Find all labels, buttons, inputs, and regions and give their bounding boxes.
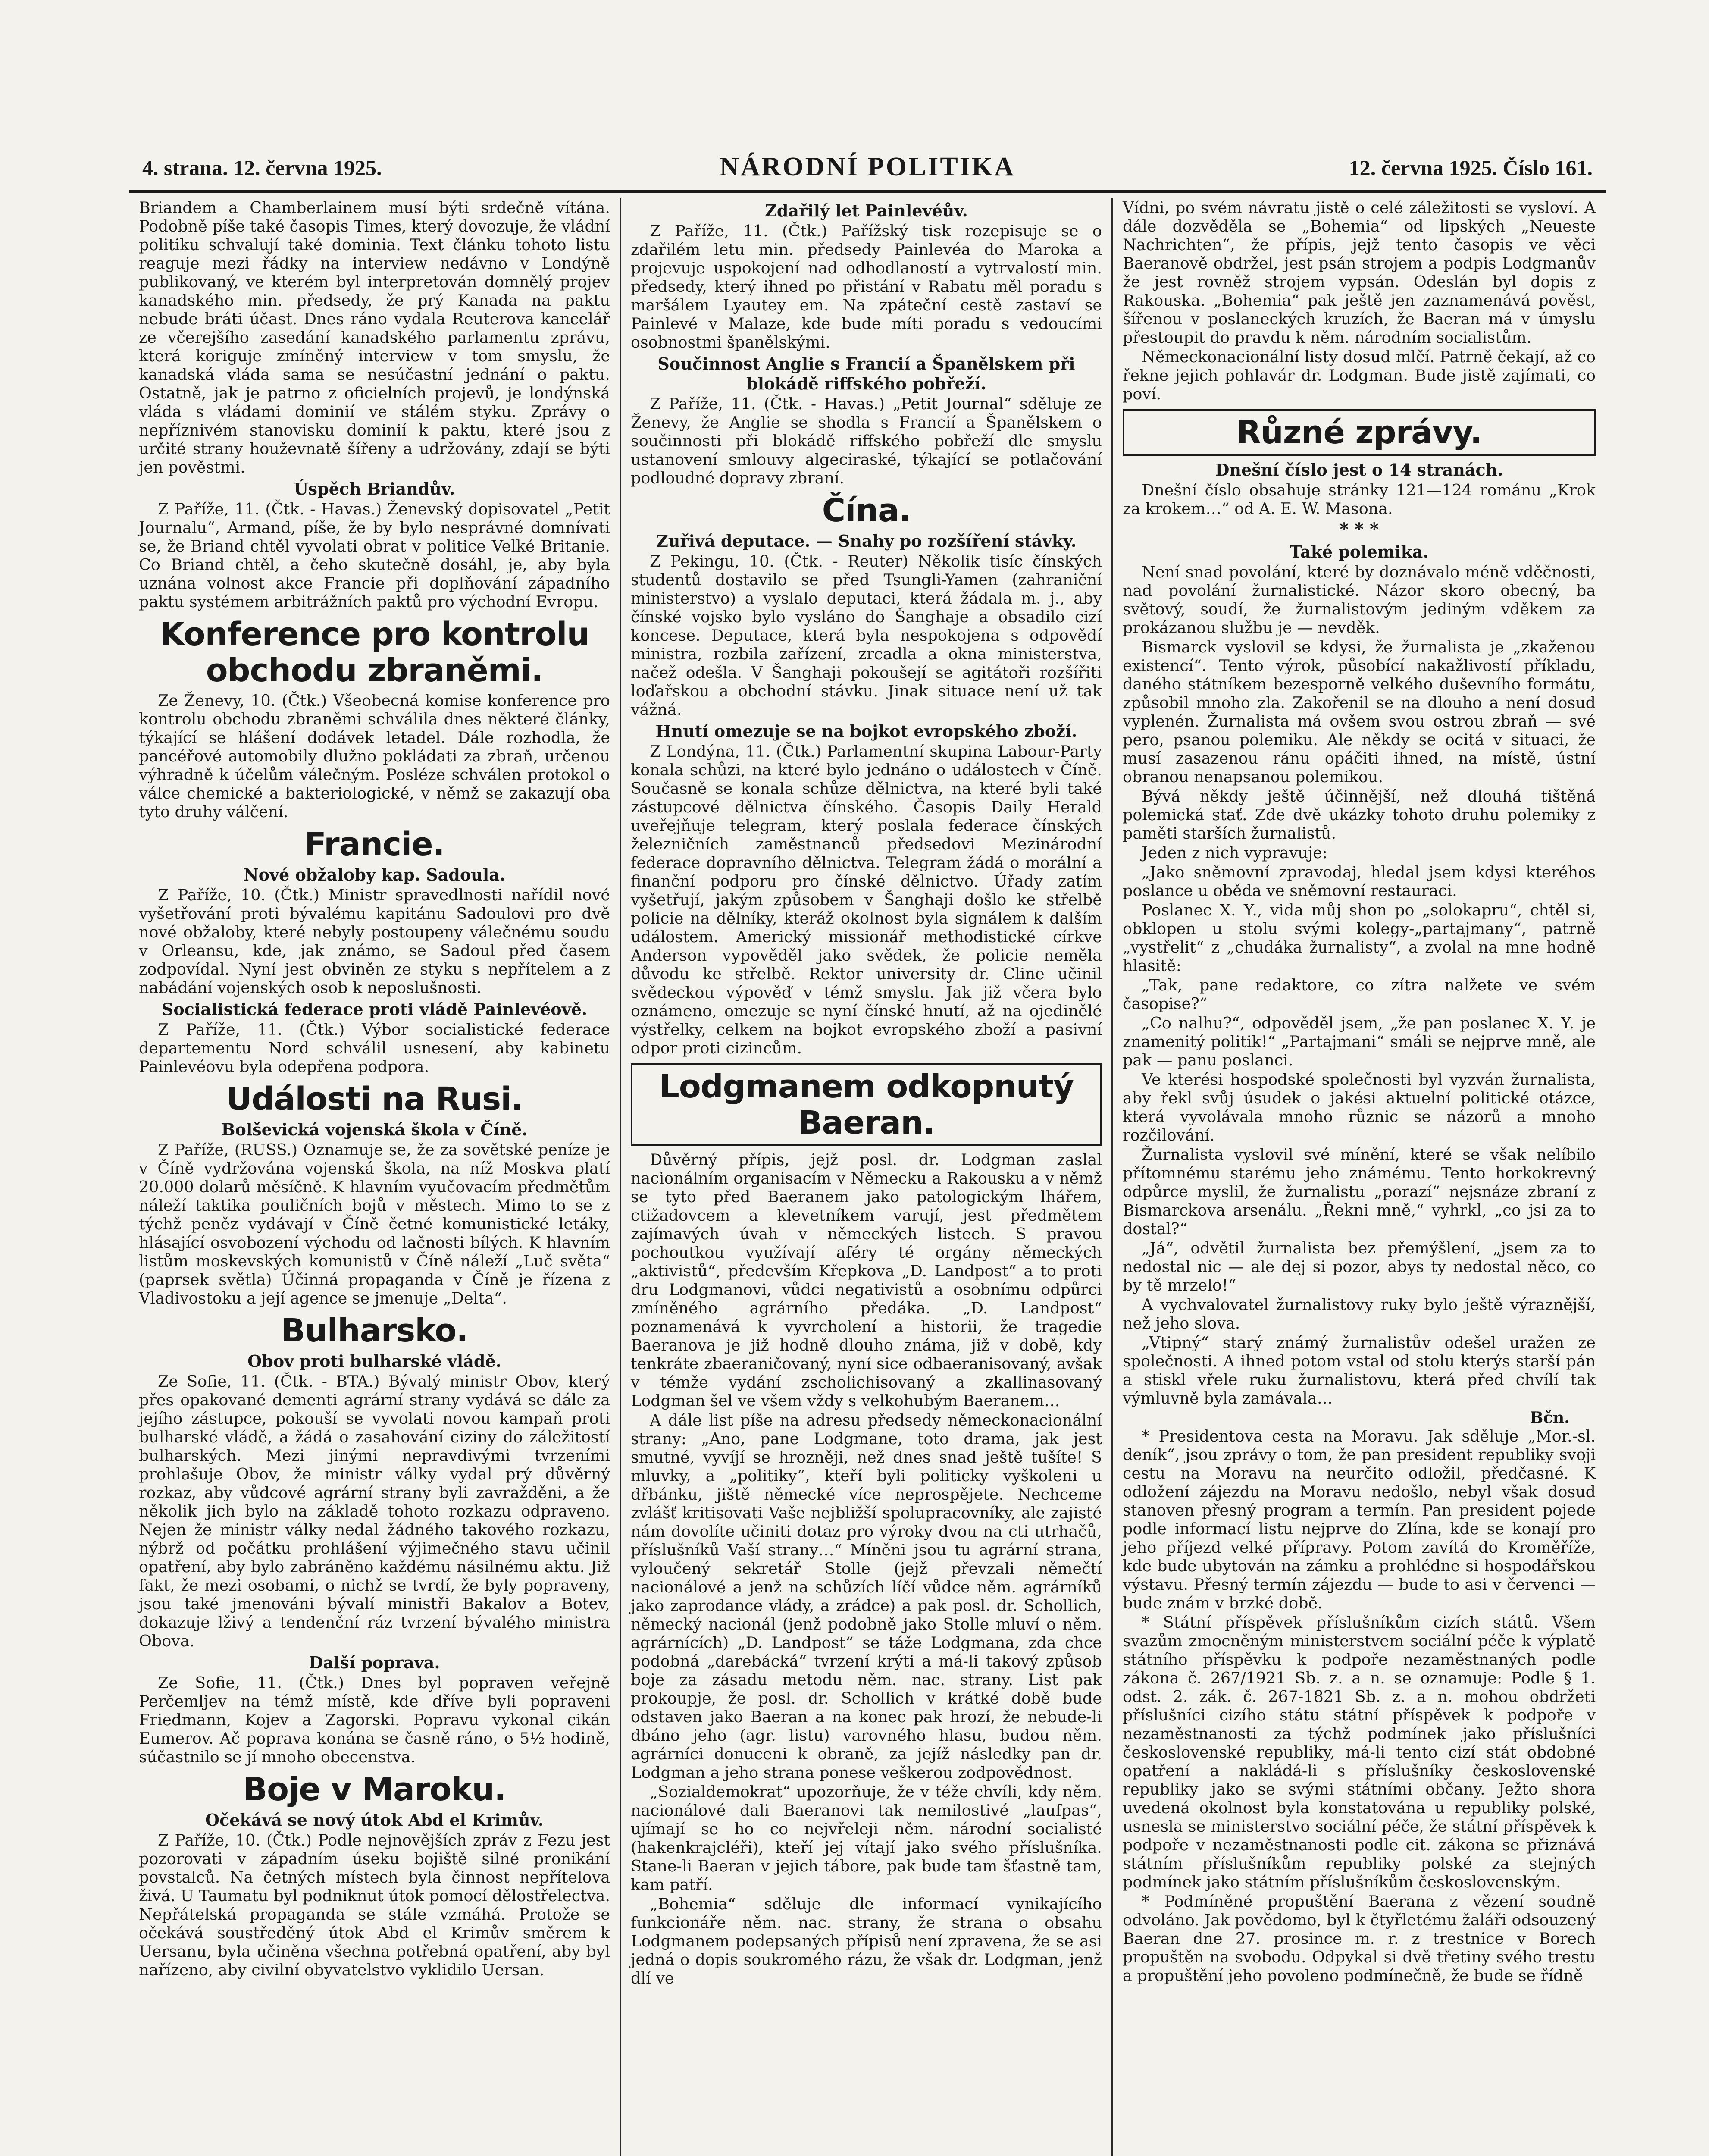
subheading: Očekává se nový útok Abd el Krimův. [205, 1810, 544, 1830]
page-header [129, 142, 1606, 190]
subheading: Zuřivá deputace. — Snahy po rozšíření stávky. [656, 531, 1077, 551]
headline: Události na Rusi. [226, 1081, 523, 1118]
article-text: Vídni, po svém návratu jistě o celé záležitosti se vysloví. A dále dozvěděla se „Bohemia“ od lipských „Neueste Nachrichten“, že přípis, jejž tento časopis ve věci Baeranově obdržel, jest psán strojem a podpis Lodgmanův že jest rovněž strojem vypsán. Odeslán byl dopis z Rakouska. „Bohemia“ pak ještě jen zaznamenává pověst, šířenou v poslaneckých kruzích, že Baeran má v úmyslu přestoupit do pravdu k něm. národním socialistům. [1123, 198, 1596, 347]
article-text: Z Pekingu, 10. (Čtk. - Reuter) Několik tisíc čínských studentů dostavilo se před Tsungli-Yamen (zahraniční ministerstvo) a vyslalo deputaci, která žádala m. j., aby čínské vojsko bylo vysláno do Šanghaje a obsadilo cizí koncese. Deputace, která byla nespokojena s odpovědí ministra, rozbila zařízení, zrcadla a okna ministerstva, načež odešla. V Šanghaji pokoušejí se agitátoři rozšířiti loďařskou a obchodní stávku. Jinak situace není už tak vážná. [631, 552, 1102, 719]
article-text: Ze Sofie, 11. (Čtk.) Dnes byl popraven veřejně Perčemljev na témž místě, kde dříve byli popraveni Friedmann, Kojev a Zagorski. Popravu vykonal cikán Eumerov. Ač poprava konána se časně ráno, o 5½ hodině, súčastnilo se jí mnoho obecenstva. [139, 1673, 610, 1766]
separator-asterisks: * * * [1340, 519, 1379, 539]
headline: Boje v Maroku. [243, 1771, 506, 1808]
subheading: Hnutí omezuje se na bojkot evropského zboží. [655, 721, 1077, 741]
article-text: Ve kterési hospodské společnosti byl vyzván žurnalista, aby řekl svůj úsudek o jakési aktuelní politické otázce, která vyvolávala mnoho různic se názorů a mnoho rozčilování. [1123, 1070, 1596, 1144]
headline: Lodgmanem odkopnutý Baeran. [659, 1068, 1074, 1141]
article-text: Bismarck vyslovil se kdysi, že žurnalista je „zkaženou existencí“. Tento výrok, působící nakažlivostí příkladu, daného státníkem bezesporně velkého duševního formátu, způsobil mnoho zla. Zakořenil se na dlouho a není dosud vyplenén. Žurnalista má ovšem svou ostrou zbraň — své pero, psanou polemiku. Ale někdy se ocitá v situaci, že musí zasazenou ránu opáčiti ihned, na místě, ústní obranou nenapsanou polemikou. [1123, 638, 1596, 786]
subheading: Nové obžaloby kap. Sadoula. [243, 865, 506, 884]
article-text: Z Paříže, 11. (Čtk. - Havas.) „Petit Journal“ sděluje ze Ženevy, že Anglie se shodla s Francií a Španělskem o součinnosti při blokádě riffského pobřeží dle smyslu ustanovení smlouvy algeciraské, týkající se potlačování podloudné dopravy zbraní. [631, 395, 1102, 487]
issue-label: 12. června 1925. Číslo 161. [1349, 156, 1593, 180]
article-text: „Vtipný“ starý známý žurnalistův odešel uražen ze společnosti. A ihned potom vstal od stolu kterýs starší pán a stiskl vřele ruku žurnalistovu, která před chvílí tak výmluvně byla zamávala… [1123, 1333, 1596, 1407]
article-text: Žurnalista vyslovil své mínění, které se však nelíbilo přítomnému starému jeho známému. Tento horkokrevný odpůrce myslil, že žurnalistu „porazí“ nejsnáze zbraní z Bismarckova arsenálu. „Řekni mně,“ vyhrkl, „co jsi za to dostal?“ [1123, 1145, 1596, 1238]
subheading: Další poprava. [309, 1653, 440, 1672]
article-text: „Já“, odvětil žurnalista bez přemýšlení, „jsem za to nedostal nic — ale dej si pozor, abys ty nedostal něco, co by tě mrzelo!“ [1123, 1239, 1596, 1294]
header-rule [129, 190, 1606, 193]
subheading: Socialistická federace proti vládě Painlevéově. [161, 1000, 588, 1019]
subheading: Úspěch Briandův. [294, 479, 455, 498]
article-text: Není snad povolání, které by doznávalo méně vděčnosti, nad povolání žurnalistické. Názor skoro obecný, ba světový, soudí, že žurnalistovým jediným vděkem za prokázanou službu je — nevděk. [1123, 563, 1596, 637]
article-text: Z Paříže, 10. (Čtk.) Podle nejnovějších zpráv z Fezu jest pozorovati v západním úseku bojiště silné pronikání povstalců. Na četných místech byla činnost nepřítelova živá. U Taumatu byl podniknut útok pomocí dělostřelectva. Nepřátelská propaganda se stále vzmáhá. Protože se očekává soustředěný útok Abd el Krimův směrem k Uersanu, byla učiněna všechna potřebná opatření, aby byl nařízeno, aby civilní obyvatelstvo vyklidilo Uersan. [139, 1831, 610, 1979]
article-text: „Tak, pane redaktore, co zítra nalžete ve svém časopise?“ [1123, 976, 1596, 1013]
subheading: Také polemika. [1290, 542, 1429, 561]
headline: Bulharsko. [281, 1312, 468, 1349]
article-text: * Presidentova cesta na Moravu. Jak sděluje „Mor.-sl. deník“, jsou zprávy o tom, že pan president republiky svoji cestu na Moravu na neurčito odložil, předčasné. K odložení zájezdu na Moravu nedošlo, nebyl však dosud stanoven přesný program a termín. Pan president pojede podle informací listu nejprve do Zlína, kde se konají pro jeho příjezd velké přípravy. Potom zavítá do Kroměříže, kde bude ubytován na zámku a prohlédne si hospodářskou výstavu. Přesný termín zájezdu — bude to asi v červenci — bude znám v brzké době. [1123, 1427, 1596, 1612]
subheading: Součinnost Anglie s Francií a Španělskem při blokádě riffského pobřeží. [657, 354, 1075, 393]
headline-box [631, 1063, 1102, 1146]
article-text: Z Paříže, 11. (Čtk. - Havas.) Ženevský dopisovatel „Petit Journalu“, Armand, píše, že by bylo nesprávné domnívati se, že Briand chtěl vyvolati obrat v politice Velké Britanie. Co Briand chtěl, a čeho skutečně dosáhl, je, aby byla uznána volnost akce Francie při doplňování západního paktu systémem arbitrážních paktů pro východní Evropu. [139, 500, 610, 611]
article-text: Poslanec X. Y., vida můj shon po „solokapru“, chtěl si, obklopen u stolu svými kolegy-„partajmany“, patrně „vystřelit“ z „chudáka žurnalisty“, a zvolal na mne hodně hlasitě: [1123, 901, 1596, 975]
article-text: „Sozialdemokrat“ upozorňuje, že v téže chvíli, kdy něm. nacionálové dali Baeranovi tak nemilostivé „laufpas“, ujímají se ho co nejvřeleji něm. národní socialisté (hakenkrajcléři), kteří jej vítají jako svého příslušníka. Stane-li Baeran v jejich tábore, pak bude tam šťastně tam, kam patří. [631, 1783, 1102, 1894]
headline: Konference pro kontrolu obchodu zbraněmi. [160, 616, 589, 689]
page-number-label: 4. strana. 12. června 1925. [142, 156, 382, 180]
article-text: Německonacionální listy dosud mlčí. Patrně čekají, až co řekne jejich pohlavár dr. Lodgman. Bude jistě zajímati, co poví. [1123, 348, 1596, 403]
article-text: * Podmíněné propuštění Baerana z vězení soudně odvoláno. Jak povědomo, byl k čtyřletému žaláři odsouzený Baeran dne 27. prosince m. r. z trestnice v Borech propuštěn na svobodu. Odpykal si dvě třetiny svého trestu a propuštění jeho povoleno podmínečně, že bude se řídně [1123, 1892, 1596, 1985]
column-1 [129, 198, 621, 2156]
headline-box [1123, 409, 1596, 456]
article-text: „Co nalhu?“, odpověděl jsem, „že pan poslanec X. Y. je znamenitý politik!“ „Partajmani“ smáli se nejprve mně, ale pak — panu poslanci. [1123, 1014, 1596, 1069]
article-text: Ze Ženevy, 10. (Čtk.) Všeobecná komise konference pro kontrolu obchodu zbraněmi schválila dnes některé články, týkající se hlášení dodávek letadel. Dále rozhodla, že pancéřové automobily dlužno pokládati za zbraň, určenou výhradně k účelům válečným. Posléze schválen protokol o válce chemické a bakteriologické, v němž se zakazují oba tyto druhy válčení. [139, 691, 610, 821]
article-text: Bývá někdy ještě účinnější, než dlouhá tištěná polemická stať. Zde dvě ukázky tohoto druhu polemiky z paměti starších žurnalistů. [1123, 787, 1596, 843]
article-text: „Jako sněmovní zpravodaj, hledal jsem kdysi kteréhos poslance u oběda ve sněmovní restauraci. [1123, 863, 1596, 900]
subheading: Bolševická vojenská škola v Číně. [221, 1120, 528, 1139]
article-text: Z Paříže, 10. (Čtk.) Ministr spravedlnosti nařídil nové vyšetřování proti bývalému kapitánu Sadoulovi pro dvě nové obžaloby, které nebyly postoupeny válečnému soudu v Orleansu, kde, jak známo, se Sadoul před časem zodpovídal. Nyní jest obviněn ze styku s nepřítelem a z nabádání vojenských osob k neposlušnosti. [139, 886, 610, 997]
subheading: Zdařilý let Painlevéův. [765, 201, 968, 220]
masthead-title: NÁRODNÍ POLITIKA [720, 152, 1015, 182]
subheading: Dnešní číslo jest o 14 stranách. [1215, 460, 1503, 479]
article-text: Jeden z nich vypravuje: [1142, 843, 1328, 862]
article-text: A vychvalovatel žurnalistovy ruky bylo ještě výraznější, než jeho slova. [1123, 1295, 1596, 1332]
article-text: Z Paříže, 11. (Čtk.) Pařížský tisk rozepisuje se o zdařilém letu min. předsedy Painlevéa do Maroka a projevuje uspokojení nad odhodlaností a vytrvalostí min. předsedy, který ihned po přistání v Rabatu měl poradu s maršálem Lyautey em. Na zpáteční cestě zastaví se Painlevé v Malaze, kde bude míti poradu s vedoucími osobnostmi španělskými. [631, 222, 1102, 351]
article-columns [129, 198, 1606, 2156]
article-text: „Bohemia“ sděluje dle informací vynikajícího funkcionáře něm. nac. strany, že strana o obsahu Lodgmanem podepsaných přípisů není zpravena, že se asi jedná o dopis soukromého rázu, že však dr. Lodgman, jenž dlí ve [631, 1895, 1102, 1987]
column-3 [1113, 198, 1605, 2156]
article-text: Briandem a Chamberlainem musí býti srdečně vítána. Podobně píše také časopis Times, který dovozuje, že vládní politiku schvalují také dominia. Text článku tohoto listu reaguje mezi řádky na interview nedávno v Londýně publikovaný, ve kterém byl interpretován domnělý projev kanadského min. předsedy, že prý Kanada na paktu nebude bráti účast. Dnes ráno vydala Reuterova kancelář ze včerejšího zasedání kanadského parlamentu zprávu, která koriguje zmíněný interview v tom smyslu, že kanadská vláda sama se nesúčastní jednání o paktu. Ostatně, jak je patrno z oficielních projevů, je londýnská vláda s vládami dominií ve stálém styku. Zprávy o nepříznivém stanovisku dominií k paktu, které jsou z určité strany houževnatě šířeny a udržovány, zdají se býti jen pověstmi. [139, 198, 610, 476]
article-text: * Státní příspěvek příslušníkům cizích států. Všem svazům zmocněným ministerstvem sociální péče k výplatě státního příspěvku k podpoře nezaměstnaných podle zákona č. 267/1921 Sb. z. a n. se oznamuje: Podle § 1. odst. 2. zák. č. 267-1821 Sb. z. a n. mohou obdržeti příslušníci cizího státu státní příspěvek k podpoře v nezaměstnanosti za týchž podmínek jako příslušníci československé republiky, má-li tento cizí stát obdobné opatření a nakládá-li s příslušníky československé republiky jako se svými státními občany. Ježto shora uvedená okolnost byla konstatována u republiky polské, usnesla se ministerstvo sociální péče, že státní příspěvek k podpoře v nezaměstnanosti podle cit. zákona se přiznává státním příslušníkům republiky polské za stejných podmínek jako státním příslušníkům československým. [1123, 1613, 1596, 1891]
subheading: Obov proti bulharské vládě. [247, 1351, 501, 1371]
author-signature: Bčn. [1530, 1408, 1570, 1427]
headline: Různé zprávy. [1236, 414, 1482, 451]
article-text: Dnešní číslo obsahuje stránky 121—124 románu „Krok za krokem…“ od A. E. W. Masona. [1123, 481, 1596, 518]
article-text: Důvěrný přípis, jejž posl. dr. Lodgman zaslal nacionálním organisacím v Německu a Rakousku a v němž se tyto před Baeranem jako patologickým lhářem, ctižadovcem a klevetníkem varují, jest předmětem zajímavých úvah v německých listech. S pravou pochoutkou využívají aféry té orgány německých „aktivistů“, především Křepkova „D. Landpost“ a to proti dru Lodgmanovi, vůdci negativistů a osobnímu odpůrci zmíněného agrárního předáka. „D. Landpost“ poznamenává k vyvrcholení a historii, že tragedie Baeranova je již hodně dlouho známa, již v době, kdy tenkráte zbaeraničovaný, nyní sice odbaeranisovaný, avšak v témže vydání zscholichisovaný a zkallinasovaný Lodgman šel ve všem vždy s velkohubým Baeranem… [631, 1150, 1102, 1410]
headline: Francie. [304, 826, 444, 863]
article-text: Z Londýna, 11. (Čtk.) Parlamentní skupina Labour-Party konala schůzi, na které bylo jednáno o událostech v Číně. Současně se konala schůze dělnictva, na které byli také zástupcové dělnictva čínského. Časopis Daily Herald uveřejňuje telegram, který poslala federace čínských železničních zaměstnanců předsedovi Mezinárodní federace dopravního dělnictva. Telegram žádá o morální a finanční podporu pro čínské dělnictvo. Úřady zatím vyšetřují, jakým způsobem v Šanghaji došlo ke střelbě policie na dělníky, kteráž okolnost byla signálem k dalším událostem. Americký missionář methodistické církve Anderson vypověděl jako svědek, že policie neměla důvodu ke střelbě. Rektor university dr. Cline učinil svědeckou výpověď v témž smyslu. Jak již včera bylo oznámeno, omezuje se nyní čínské hnutí, až na ojedinělé výstřelky, celkem na bojkot evropského zboží a pasivní odpor proti cizincům. [631, 742, 1102, 1057]
column-2 [621, 198, 1113, 2156]
article-text: Z Paříže, 11. (Čtk.) Výbor socialistické federace departementu Nord schválil usnesení, aby kabinetu Painlevéovu byla odepřena podpora. [139, 1020, 610, 1076]
article-text: Z Paříže, (RUSS.) Oznamuje se, že za sovětské peníze je v Číně vydržována vojenská škola, na níž Moskva platí 20.000 dolarů měsíčně. K hlavním vyučovacím předmětům náleží taktika pouličních bojů v městech. Mimo to se z týchž peněz vydávají v Číně četné komunistické letáky, hlásající osvobození východu od lačnosti bílých. K hlavním listům moskevských komunistů v Číně náleží „Luč světa“ (paprsek světla) Účinná propaganda v Číně je řízena z Vladivostoku a její agence se jmenuje „Delta“. [139, 1141, 610, 1307]
article-text: A dále list píše na adresu předsedy německonacionální strany: „Ano, pane Lodgmane, toto drama, jak jest smutné, vyvíjí se hrozněji, než dnes snad ještě tušíte! S mluvky, a „politiky“, kteří byli politicky vyškoleni u dřbánku, jiště německé více neprospějete. Nechceme zvlášť kritisovati Vaše nejbližší spolupracovníky, ale zajisté nám dovolíte učiniti dotaz pro výroky dvou na cti utrhačů, příslušníků Vaší strany…“ Míněni jsou tu agrární strana, vyloučený sekretář Stolle (jejž převzali němečtí nacionálové a jenž na schůzích líčí vůdce něm. agrárníků jako zaprodance vlády, a zrádce) a pak posl. dr. Schollich, německý nacionál (jenž podobně jako Stolle mluví o něm. agrárnících) „D. Landpost“ se táže Lodgmana, zda chce podobná „darebácká“ tvrzení krýti a má-li takový způsob boje za zásadu metodu něm. nac. strany. List pak prokoupje, že posl. dr. Schollich v krátké době bude odstaven jako Baeran a na konec pak hrozí, že nebude-li dbáno jeho (agr. listu) varovného hlasu, budou něm. agrárníci donuceni k obraně, za jejíž následky pan dr. Lodgman a jeho strana ponese veškerou zodpovědnost. [631, 1411, 1102, 1782]
headline: Čína. [822, 492, 911, 529]
article-text: Ze Sofie, 11. (Čtk. - BTA.) Bývalý ministr Obov, který přes opakované dementi agrární strany vydává se dále za jejího zástupce, pokouší se vyvolati novou kampaň proti bulharské vládě, a žádá o zasahování ciziny do záležitostí bulharských. Mezi jinými nepravdivými tvrzeními prohlašuje Obov, že ministr války vydal prý důvěrný rozkaz, aby vůdcové agrární strany byli zavražděni, a že několik jich bylo na základě tohoto rozkazu odpraveno. Nejen že ministr války nedal žádného takového rozkazu, nýbrž od počátku prohlášení výjimečného stavu učinil opatření, aby bylo zabráněno každému násilnému aktu. Již fakt, že mezi osobami, o nichž se tvrdí, že byly popraveny, jsou také jmenováni bývalí ministři Bakalov a Botev, dokazuje lživý a tendenční ráz tvrzení bývalého ministra Obova. [139, 1372, 610, 1650]
